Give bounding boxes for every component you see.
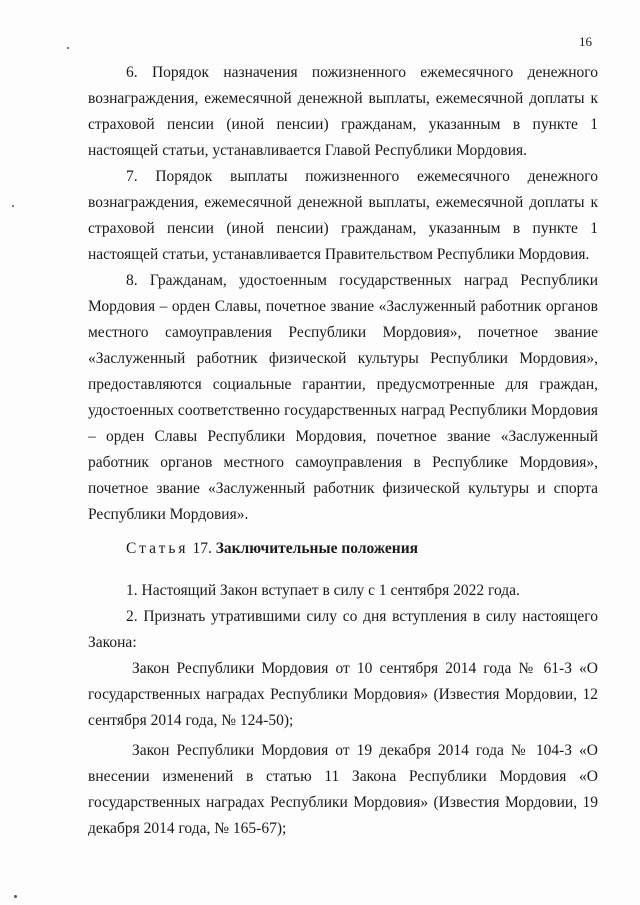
page-number: 16 (579, 34, 592, 49)
article-heading (88, 536, 598, 562)
article-word: Статья (126, 540, 189, 557)
scan-speck (12, 205, 14, 207)
scan-speck (67, 47, 69, 49)
repealed-law-2: Закон Республики Мордовия от 19 декабря 2014 года № 104-З «О внесении изменений в статью 11 Закона Республики Мордовия «О государственных наградах Республики Мордовия» (Известия Мордовии, 19 декабря 2014 года, № 165-67); (88, 742, 598, 837)
paragraph-6: 6. Порядок назначения пожизненного ежемесячного денежного вознаграждения, ежемесячной денежной выплаты, ежемесячной доплаты к страховой пенсии (иной пенсии) гражданам, указанным в пункте 1 настоящей статьи, устанавливается Главой Республики Мордовия. (88, 64, 598, 159)
article-item-2: 2. Признать утратившими силу со дня вступления в силу настоящего Закона: (88, 608, 598, 651)
scan-speck (14, 895, 17, 898)
repealed-law-1: Закон Республики Мордовия от 10 сентября 2014 года № 61-З «О государственных наградах Республики Мордовия» (Известия Мордовии, 12 сентября 2014 года, № 124-50); (88, 660, 598, 729)
article-17 (88, 536, 598, 842)
paragraph-block (88, 60, 598, 528)
paragraph-7: 7. Порядок выплаты пожизненного ежемесячного денежного вознаграждения, ежемесячной денежной выплаты, ежемесячной доплаты к страховой пенсии (иной пенсии) гражданам, указанным в пункте 1 настоящей статьи, устанавливается Правительством Республики Мордовия. (88, 168, 598, 263)
article-number: 17. (192, 540, 212, 557)
article-title: Заключительные положения (215, 540, 419, 557)
paragraph-8: 8. Гражданам, удостоенным государственных наград Республики Мордовия – орден Славы, почетное звание «Заслуженный работник органов местного самоуправления Республики Мордовия», почетное звание «Заслуженный работник физической культуры Республики Мордовия», предоставляются социальные гарантии, предусмотренные для граждан, удостоенных соответственно государственных наград Республики Мордовия – орден Славы Республики Мордовия, почетное звание «Заслуженный работник органов местного самоуправления в Республике Мордовия», почетное звание «Заслуженный работник физической культуры и спорта Республики Мордовия». (88, 272, 598, 523)
article-item-1: 1. Настоящий Закон вступает в силу с 1 сентября 2022 года. (126, 582, 520, 599)
